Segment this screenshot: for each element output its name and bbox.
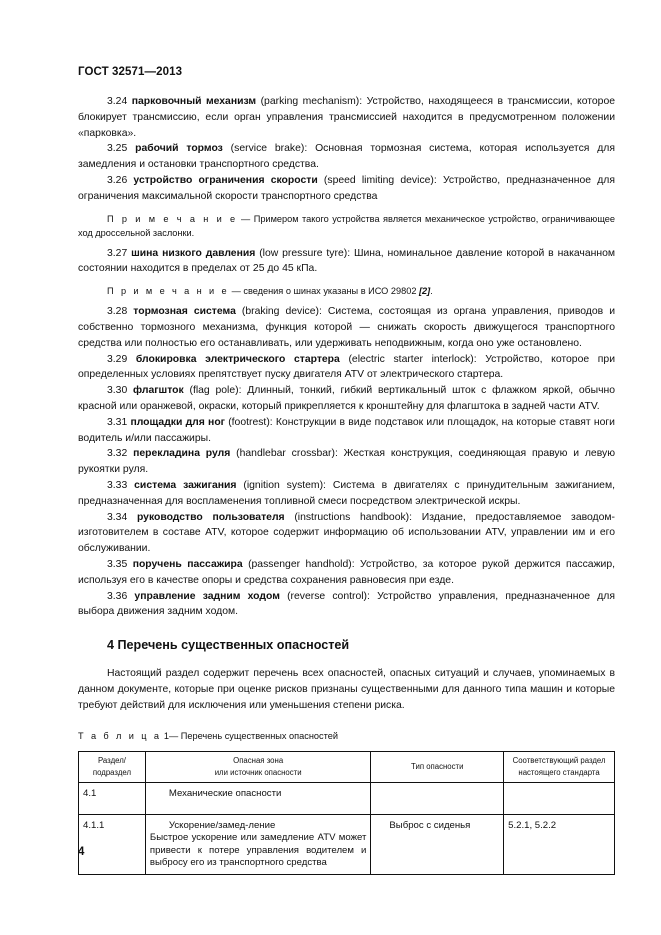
note-speed-limiter xyxy=(78,212,615,240)
cell-hazard-type: Выброс с сиденья xyxy=(371,815,504,875)
note-label: П р и м е ч а н и е xyxy=(107,213,238,224)
table-row xyxy=(79,783,615,815)
term-name: система зажигания xyxy=(134,479,237,491)
term-3-24: 3.24 парковочный механизм (parking mechanism): Устройство, находящееся в трансмиссии, которое блокирует трансмиссию, если орган управления трансмиссией находится в предусмотренном положении «парковка». xyxy=(78,96,616,139)
table-caption-label: Т а б л и ц а xyxy=(78,731,162,742)
term-definition: (parking mechanism): Устройство, находящееся в трансмиссии, которое блокирует трансмиссию, если орган управления трансмиссией находится в предусмотренном положении «парковка». xyxy=(78,96,616,139)
term-3-33: 3.33 система зажигания (ignition system): Система в двигателях с принудительным зажиганием, предназначенная для воспламенения топливной смеси посредством электрической искры. xyxy=(78,479,615,507)
term-name: шина низкого давления xyxy=(131,247,256,259)
term-definition: (passenger handhold): Устройство, за которое рукой держится пассажир, используя его в качестве опоры и средства сохранения равновесия при езде. xyxy=(78,558,615,586)
term-name: управление задним ходом xyxy=(134,590,280,602)
note-text: — сведения о шинах указаны в ИСО 29802 xyxy=(229,286,419,297)
term-definition: (service brake): Основная тормозная система, которая используется для замедления и остановки транспортного средства. xyxy=(78,143,616,171)
note-label: П р и м е ч а н и е xyxy=(107,286,230,297)
term-name: рабочий тормоз xyxy=(135,143,223,155)
bibliography-reference[interactable]: [2] xyxy=(418,286,431,297)
section-4-heading: 4 Перечень существенных опасностей xyxy=(107,638,350,653)
header-section: Раздел/ подраздел xyxy=(79,752,146,783)
term-definition: (footrest): Конструкции в виде подставок или площадок, на которые ставят ноги водитель и/или пассажиры. xyxy=(78,416,615,444)
term-definition: (electric starter interlock): Устройство, которое при определенных условиях препятствует пуску двигателя ATV от электрического стартера. xyxy=(78,353,615,381)
term-definition: (low pressure tyre): Шина, номинальное давление которой в накачанном состоянии находится в пределах от 25 до 45 кПа. xyxy=(78,247,615,275)
header-standard-ref: Соответствующий раздел настоящего стандарта xyxy=(504,752,615,783)
cell-standard-ref xyxy=(504,783,615,815)
term-3-28: 3.28 тормозная система (braking device): Система, состоящая из органа управления, приводов и собственно тормозного механизма, функция которой — снижать скорость движущегося транспортного средства или полностью его останавливать, или удерживать неподвижным, когда оно уже остановлено. xyxy=(78,306,615,349)
term-name: устройство ограничения скорости xyxy=(133,174,318,186)
page-number: 4 xyxy=(78,846,85,858)
section-4-intro: Настоящий раздел содержит перечень всех опасностей, опасных ситуаций и случаев, упоминаемых в данном документе, которые при оценке рисков признаны существенными для данного типа машин и которые требуют действий для исключения или уменьшения степени риска. xyxy=(78,667,615,711)
note-tyres: П р и м е ч а н и е — сведения о шинах указаны в ИСО 29802 [2]. xyxy=(107,286,433,297)
term-3-32: 3.32 перекладина руля (handlebar crossbar): Жесткая конструкция, соединяющая правую и левую рукоятки руля. xyxy=(78,448,615,476)
term-name: поручень пассажира xyxy=(132,558,243,570)
term-name: флагшток xyxy=(133,385,184,397)
term-definition: (handlebar crossbar): Жесткая конструкция, соединяющая правую и левую рукоятки руля. xyxy=(78,448,615,476)
table-row xyxy=(79,815,615,875)
term-name: парковочный механизм xyxy=(131,96,257,107)
term-name: руководство пользователя xyxy=(136,511,285,523)
term-definition: (instructions handbook): Издание, предоставляемое заводом-изготовителем в составе ATV, которое содержит информацию об использовании ATV, управлении им и его обслуживании. xyxy=(78,511,615,555)
term-name: площадки для ног xyxy=(130,416,225,428)
cell-section: 4.1.1 xyxy=(79,815,146,875)
cell-hazard-type xyxy=(371,783,504,815)
note-text: — Примером такого устройства является механическое устройство, ограничивающее ход дроссельной заслонки. xyxy=(78,213,615,238)
cell-hazard-zone: Механические опасности xyxy=(145,783,371,815)
term-3-29: 3.29 блокировка электрического стартера (electric starter interlock): Устройство, которое при определенных условиях препятствует пуску двигателя ATV от электрического стартера. xyxy=(78,353,615,381)
document-body xyxy=(78,94,615,875)
cell-hazard-zone: Ускорение/замед-ление Быстрое ускорение или замедление ATV может привести к потере управления водителем и выбросу его из транспортного средства xyxy=(145,815,371,875)
term-name: блокировка электрического стартера xyxy=(135,353,340,365)
term-3-35: 3.35 поручень пассажира (passenger handhold): Устройство, за которое рукой держится пассажир, используя его в качестве опоры и средства сохранения равновесия при езде. xyxy=(78,558,615,586)
term-3-34: 3.34 руководство пользователя (instructions handbook): Издание, предоставляемое заводом-изготовителем в составе ATV, которое содержит информацию об использовании ATV, управлении им и его обслуживании. xyxy=(78,511,615,555)
term-3-31: 3.31 площадки для ног (footrest): Конструкции в виде подставок или площадок, на которые ставят ноги водитель и/или пассажиры. xyxy=(78,416,615,444)
term-3-26: 3.26 устройство ограничения скорости (speed limiting device): Устройство, предназначенное для ограничения максимальной скорости транспортного средства xyxy=(78,174,615,202)
standard-header: ГОСТ 32571—2013 xyxy=(78,66,183,78)
cell-standard-ref: 5.2.1, 5.2.2 xyxy=(504,815,615,875)
term-name: перекладина руля xyxy=(133,448,231,460)
term-definition: (braking device): Система, состоящая из органа управления, приводов и собственно тормозного механизма, функция которой — снижать скорость движущегося транспортного средства или полностью его останавливать, или удерживать неподвижным, когда оно уже остановлено. xyxy=(78,306,615,349)
term-name: тормозная система xyxy=(133,306,236,318)
term-definition: (reverse control): Устройство управления, предназначенное для выбора движения задним ходом. xyxy=(78,590,615,618)
table-caption xyxy=(78,729,615,745)
table-header-row xyxy=(79,752,615,783)
term-3-25: 3.25 рабочий тормоз (service brake): Основная тормозная система, которая используется для замедления и остановки транспортного средства. xyxy=(78,143,616,171)
table-caption-text: 1— Перечень существенных опасностей xyxy=(161,731,338,742)
term-3-30: 3.30 флагшток (flag pole): Длинный, тонкий, гибкий вертикальный шток с флажком яркой, обычно красной или оранжевой, окраски, который прикрепляется к кронштейну для флагштока в задней части ATV. xyxy=(78,385,615,412)
term-definition: (speed limiting device): Устройство, предназначенное для ограничения максимальной скорости транспортного средства xyxy=(78,174,615,202)
term-definition: (ignition system): Система в двигателях с принудительным зажиганием, предназначенная для воспламенения топливной смеси посредством электрической искры. xyxy=(78,479,615,507)
cell-section: 4.1 xyxy=(79,783,146,815)
term-3-27: 3.27 шина низкого давления (low pressure tyre): Шина, номинальное давление которой в накачанном состоянии находится в пределах от 25 до 45 кПа. xyxy=(78,247,615,275)
term-definition: (flag pole): Длинный, тонкий, гибкий вертикальный шток с флажком яркой, обычно красной или оранжевой, окраски, который прикрепляется к кронштейну для флагштока в задней части ATV. xyxy=(78,385,615,412)
header-hazard-type: Тип опасности xyxy=(371,752,504,783)
hazards-table xyxy=(78,751,615,875)
term-3-36: 3.36 управление задним ходом (reverse control): Устройство управления, предназначенное для выбора движения задним ходом. xyxy=(78,590,615,618)
header-hazard-zone: Опасная зона или источник опасности xyxy=(145,752,371,783)
